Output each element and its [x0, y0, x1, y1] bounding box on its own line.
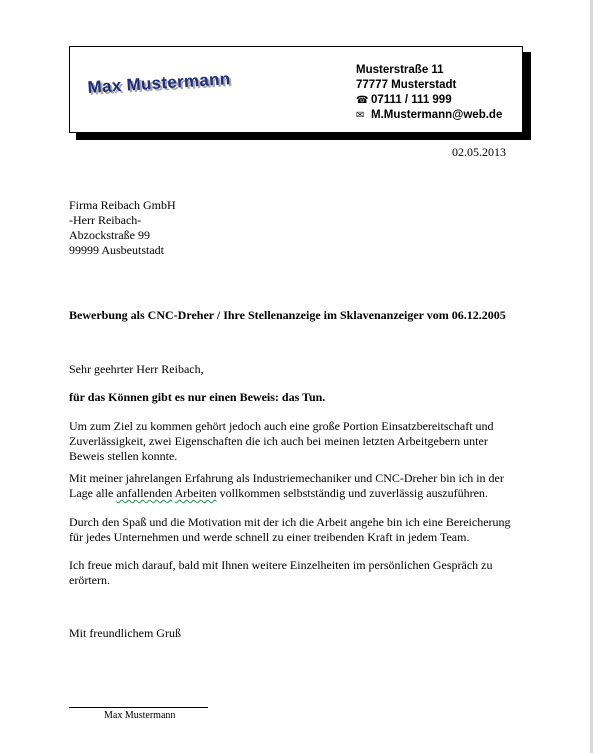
paragraph-line: Ich freue mich darauf, bald mit Ihnen weitere Einzelheiten im persönlichen Gespräch zu	[69, 558, 493, 572]
word-alle: alle	[95, 486, 114, 500]
letter-subject: Bewerbung als CNC-Dreher / Ihre Stellenanzeige im Sklavenanzeiger vom 06.12.2005	[69, 308, 506, 322]
paragraph-line: Mit meiner jahrelangen Erfahrung als Industriemechaniker und CNC-Dreher bin ich in der	[69, 471, 504, 485]
recipient-street: Abzockstraße 99	[69, 228, 150, 242]
paragraph-line: Um zum Ziel zu kommen gehört jedoch auch eine große Portion Einsatzbereitschaft und	[69, 419, 494, 433]
sender-email-text: M.Mustermann@web.de	[371, 109, 503, 121]
letter-date: 02.05.2013	[452, 145, 506, 159]
sender-logo-name: Max Mustermann	[87, 69, 231, 97]
paragraph-line: erörtern.	[69, 573, 110, 587]
spellcheck-flagged-word: anfallenden	[116, 486, 173, 500]
paragraph-line: Durch den Spaß und die Motivation mit der ich die Arbeit angehe bin ich eine Bereicherung	[69, 515, 511, 529]
signature-line	[69, 707, 208, 708]
recipient-city: 99999 Ausbeutstadt	[69, 243, 164, 257]
signature-name: Max Mustermann	[104, 710, 176, 721]
sender-phone-text: 07111 / 111 999	[371, 94, 452, 106]
paragraph-line: Zuverlässigkeit, zwei Eigenschaften die ich auch bei meinen letzten Arbeitgebern unter	[69, 434, 488, 448]
sender-city	[356, 78, 502, 93]
paragraph-line-rest: vollkommen selbstständig und zuverlässig auszuführen.	[219, 486, 488, 500]
paragraph-line: für jedes Unternehmen und werde schnell zu einer treibenden Kraft in jedem Team.	[69, 530, 470, 544]
word-lage: Lage	[69, 486, 93, 500]
sender-city-text: 77777 Musterstadt	[356, 79, 457, 91]
paragraph-line-2	[69, 486, 529, 501]
envelope-icon: ✉	[356, 110, 365, 121]
spellcheck-flagged-word-2: Arbeiten	[174, 486, 217, 500]
paragraph-2	[69, 471, 529, 501]
paragraph-3	[69, 515, 529, 545]
sender-email	[356, 108, 502, 123]
recipient-person: -Herr Reibach-	[69, 213, 142, 227]
recipient-address	[69, 198, 176, 258]
paragraph-line: Beweis stellen konnte.	[69, 449, 178, 463]
paragraph-1	[69, 419, 529, 464]
opening-line: für das Können gibt es nur einen Beweis: das Tun.	[69, 390, 326, 404]
telephone-icon: ☎	[356, 95, 369, 106]
closing-phrase: Mit freundlichem Gruß	[69, 626, 181, 640]
recipient-company: Firma Reibach GmbH	[69, 198, 176, 212]
letterhead-box	[69, 46, 523, 133]
sender-contact	[356, 63, 502, 123]
sender-street-text: Musterstraße 11	[356, 64, 444, 76]
salutation: Sehr geehrter Herr Reibach,	[69, 362, 204, 376]
sender-street	[356, 63, 502, 78]
sender-phone	[356, 93, 502, 108]
paragraph-4	[69, 558, 529, 588]
